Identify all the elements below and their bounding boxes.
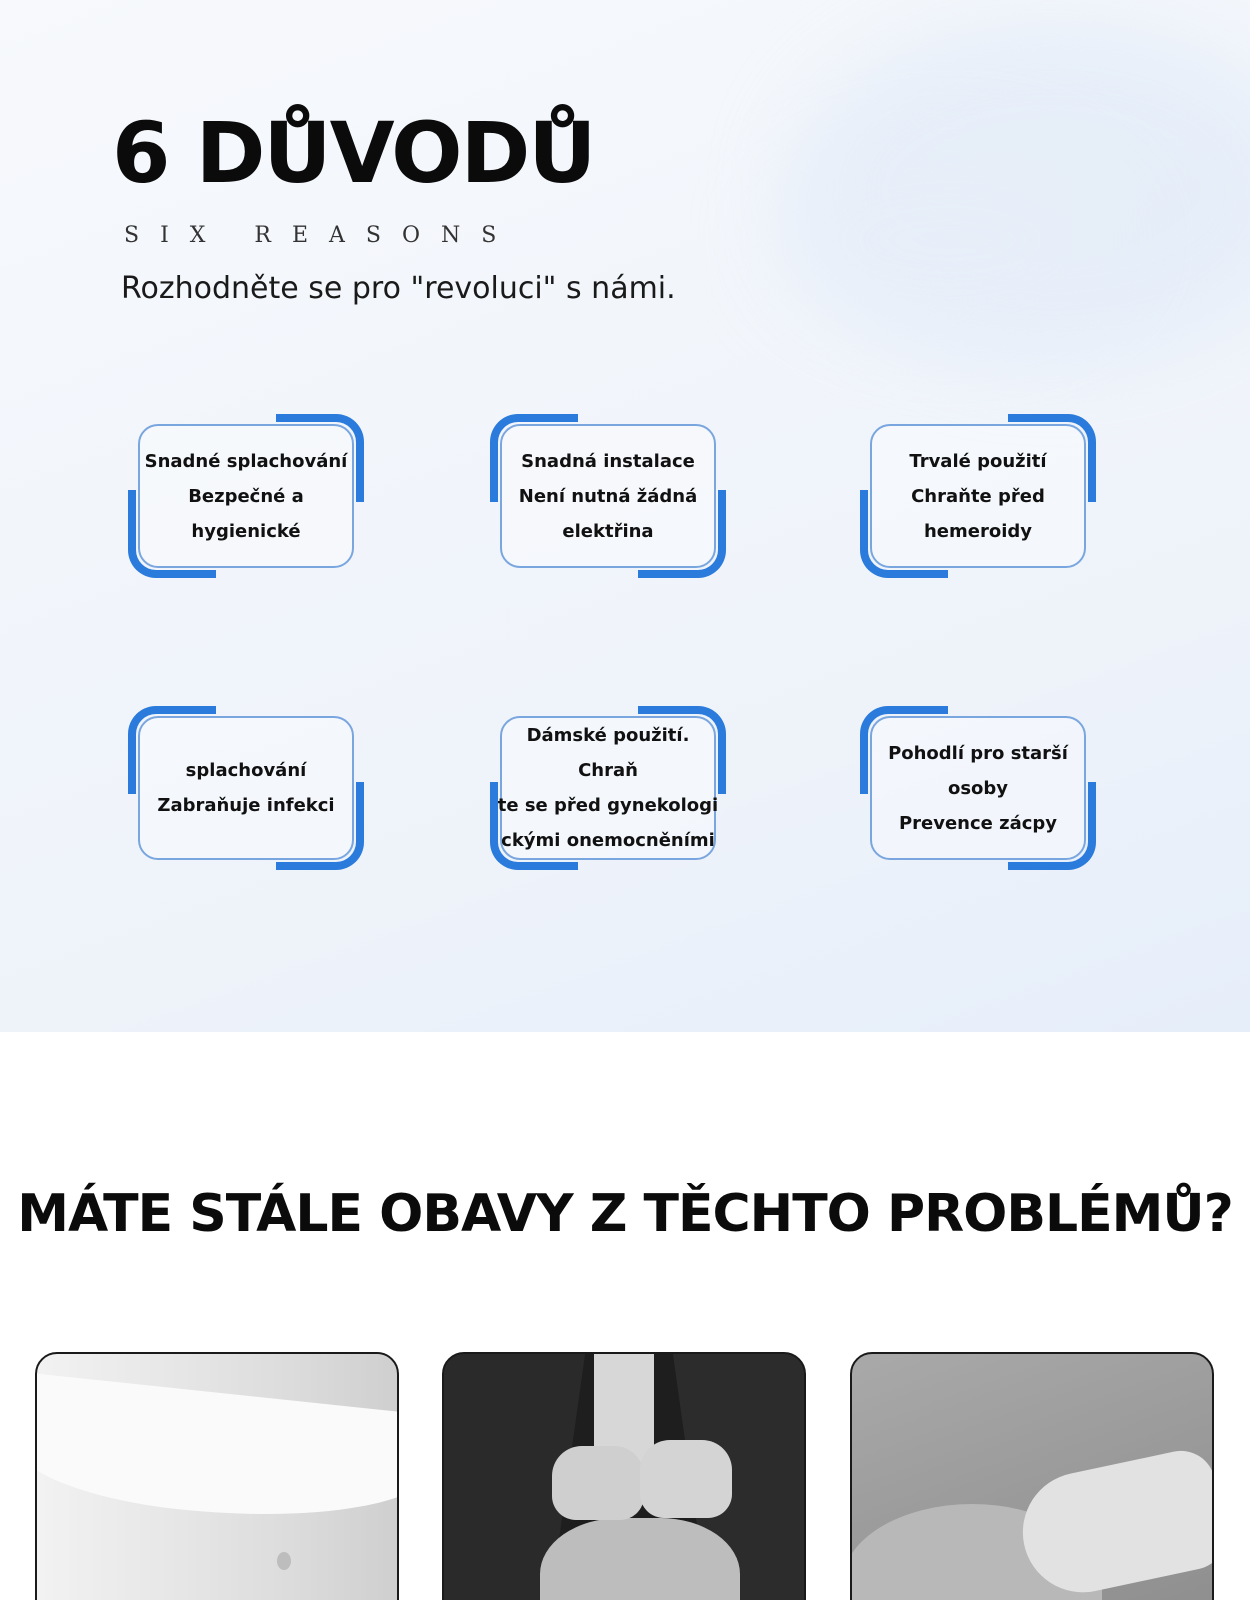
reason-card-3 [860, 414, 1096, 578]
reason-card-line: Snadné splachování [144, 450, 348, 472]
reason-card-line: Není nutná žádná [518, 485, 698, 507]
reason-card-line: Dámské použití. Chraň [526, 725, 690, 781]
reason-card-line: Trvalé použití [909, 450, 1047, 472]
reason-card-line: Pohodlí pro starší [888, 742, 1068, 764]
reasons-subtitle-english: SIX REASONS [124, 223, 518, 248]
reason-card-5 [490, 706, 726, 870]
problem-photo-abdomen [35, 1352, 399, 1600]
reasons-title: 6 DŮVODŮ [112, 104, 595, 202]
reason-card-text [494, 716, 722, 860]
reason-card-line: Zabraňuje infekci [157, 795, 335, 816]
reason-card-line: ckými onemocněními [501, 830, 715, 851]
reason-card-text [132, 716, 360, 860]
photo-shape [540, 1518, 740, 1600]
reason-card-line: splachování [185, 760, 307, 781]
reason-card-text [132, 424, 360, 568]
reason-card-1 [128, 414, 364, 578]
photo-shape [277, 1552, 291, 1570]
reasons-tagline: Rozhodněte se pro "revoluci" s námi. [121, 271, 676, 306]
photo-shape [1012, 1445, 1214, 1600]
reason-card-text [864, 716, 1092, 860]
reason-card-line: Chraňte před [911, 485, 1045, 507]
reason-card-line: te se před gynekologi [497, 795, 719, 816]
background-glow [770, 140, 1130, 340]
reason-card-line: Bezpečné a hygienické [188, 485, 304, 542]
reason-card-6 [860, 706, 1096, 870]
reason-card-line: hemeroidy [923, 520, 1033, 542]
photo-shape [35, 1372, 399, 1535]
reason-card-text [494, 424, 722, 568]
reason-card-line: Prevence zácpy [898, 812, 1058, 834]
reason-card-text [864, 424, 1092, 568]
reason-card-line: Snadná instalace [521, 450, 695, 472]
problem-photo-stomach-ache [850, 1352, 1214, 1600]
photo-shape [640, 1440, 732, 1518]
photo-shape [552, 1446, 644, 1520]
reason-card-line: osoby [947, 777, 1009, 799]
problems-title: MÁTE STÁLE OBAVY Z TĚCHTO PROBLÉMŮ? [17, 1184, 1233, 1244]
problem-photo-clenched-fists [442, 1352, 806, 1600]
reason-card-line: elektřina [562, 520, 654, 542]
reason-card-2 [490, 414, 726, 578]
reason-card-4 [128, 706, 364, 870]
